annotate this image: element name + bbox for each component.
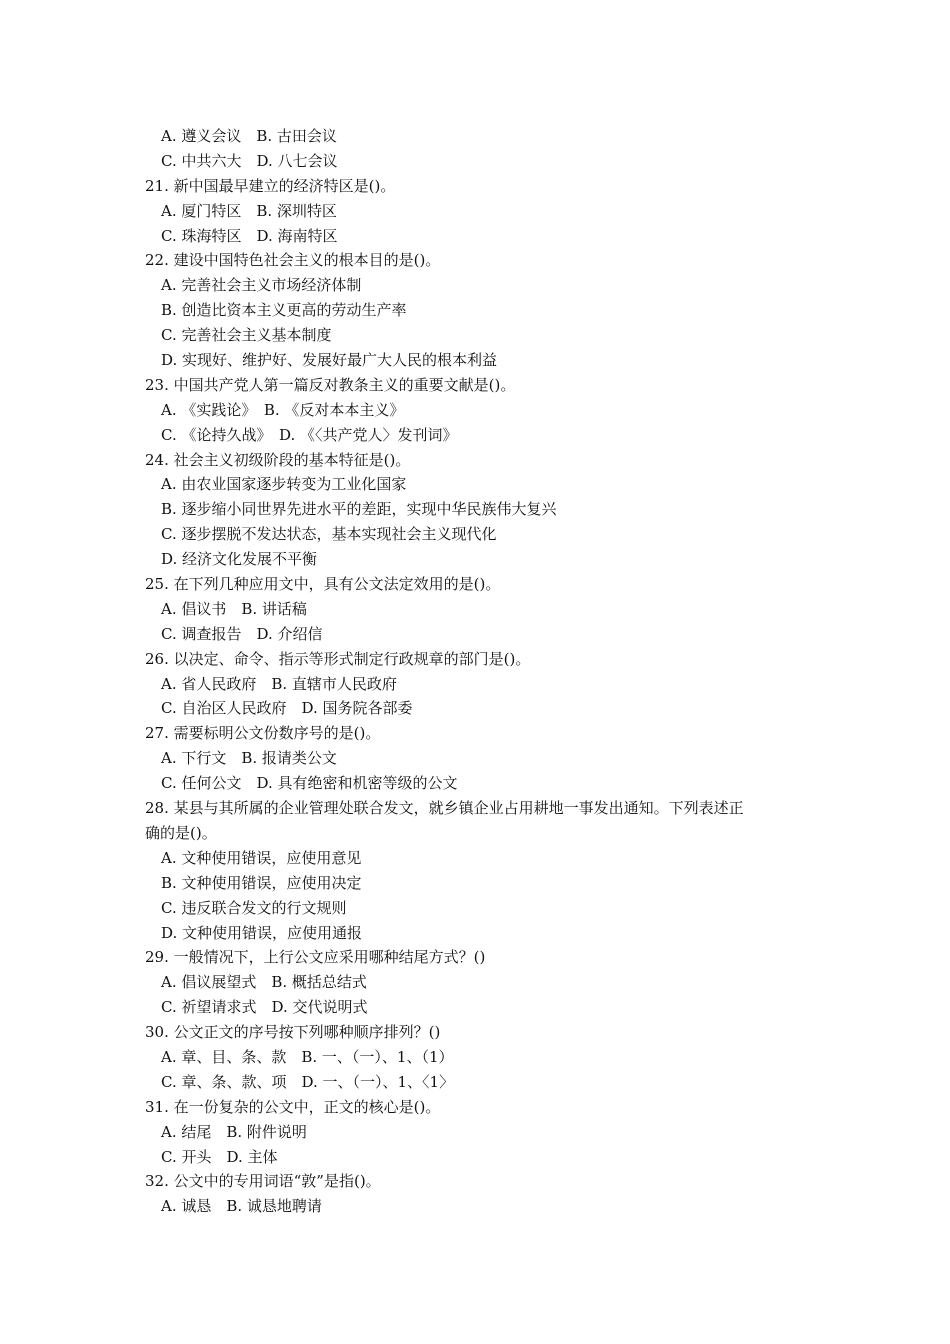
answer-options: B. 创造比资本主义更高的劳动生产率 [161,301,407,320]
answer-options: D. 经济文化发展不平衡 [161,550,318,569]
answer-options: B. 逐步缩小同世界先进水平的差距，实现中华民族伟大复兴 [161,500,557,519]
question-text: 27. 需要标明公文份数序号的是()。 [145,724,381,743]
answer-options: A. 文种使用错误，应使用意见 [161,848,362,867]
answer-options: A. 厦门特区 B. 深圳特区 [161,201,337,220]
question-list [145,124,810,1219]
question-text: 29. 一般情况下，上行公文应采用哪种结尾方式？() [145,948,486,967]
question-text: 26. 以决定、命令、指示等形式制定行政规章的部门是()。 [145,649,531,668]
answer-options: C. 违反联合发文的行文规则 [161,898,347,917]
answer-options: A. 《实践论》 B. 《反对本本主义》 [161,400,405,419]
question-text: 28. 某县与其所属的企业管理处联合发文，就乡镇企业占用耕地一事发出通知。下列表述正 [145,799,744,818]
question-text: 32. 公文中的专用词语“敦”是指()。 [145,1172,381,1191]
question-text: 23. 中国共产党人第一篇反对教条主义的重要文献是()。 [145,375,516,394]
answer-options: A. 诚恳 B. 诚恳地聘请 [161,1197,322,1216]
question-text: 21. 新中国最早建立的经济特区是()。 [145,176,396,195]
answer-options: A. 下行文 B. 报请类公文 [161,749,337,768]
answer-options: C. 中共六大 D. 八七会议 [161,151,338,170]
answer-options: C. 自治区人民政府 D. 国务院各部委 [161,699,413,718]
answer-options: D. 文种使用错误，应使用通报 [161,923,363,942]
answer-options: C. 祈望请求式 D. 交代说明式 [161,998,368,1017]
question-text: 30. 公文正文的序号按下列哪种顺序排列？() [145,1023,441,1042]
answer-options: C. 《论持久战》 D. 《〈共产党人〉发刊词》 [161,425,458,444]
answer-options: C. 珠海特区 D. 海南特区 [161,226,338,245]
answer-options: A. 省人民政府 B. 直辖市人民政府 [161,674,397,693]
answer-options: B. 文种使用错误，应使用决定 [161,873,362,892]
answer-options: C. 章、条、款、项 D. 一、（一）、1、〈1〉 [161,1072,455,1091]
answer-options: C. 开头 D. 主体 [161,1147,278,1166]
answer-options: A. 章、目、条、款 B. 一、（一）、1、（1） [161,1047,454,1066]
answer-options: A. 遵义会议 B. 古田会议 [161,127,337,145]
answer-options: C. 任何公文 D. 具有绝密和机密等级的公文 [161,774,458,793]
question-text: 24. 社会主义初级阶段的基本特征是()。 [145,450,411,469]
question-text: 确的是()。 [145,823,217,842]
answer-options: A. 完善社会主义市场经济体制 [161,276,362,295]
question-text: 31. 在一份复杂的公文中，正文的核心是()。 [145,1097,441,1116]
answer-options: A. 倡议展望式 B. 概括总结式 [161,973,367,992]
answer-options: C. 调查报告 D. 介绍信 [161,624,323,643]
question-text: 22. 建设中国特色社会主义的根本目的是()。 [145,251,441,270]
answer-options: A. 结尾 B. 附件说明 [161,1122,307,1141]
answer-options: A. 由农业国家逐步转变为工业化国家 [161,475,407,494]
answer-options: C. 逐步摆脱不发达状态，基本实现社会主义现代化 [161,525,497,544]
answer-options: D. 实现好、维护好、发展好最广大人民的根本利益 [161,351,498,370]
answer-options: C. 完善社会主义基本制度 [161,326,332,345]
question-text: 25. 在下列几种应用文中，具有公文法定效用的是()。 [145,575,501,594]
answer-options: A. 倡议书 B. 讲话稿 [161,599,307,618]
